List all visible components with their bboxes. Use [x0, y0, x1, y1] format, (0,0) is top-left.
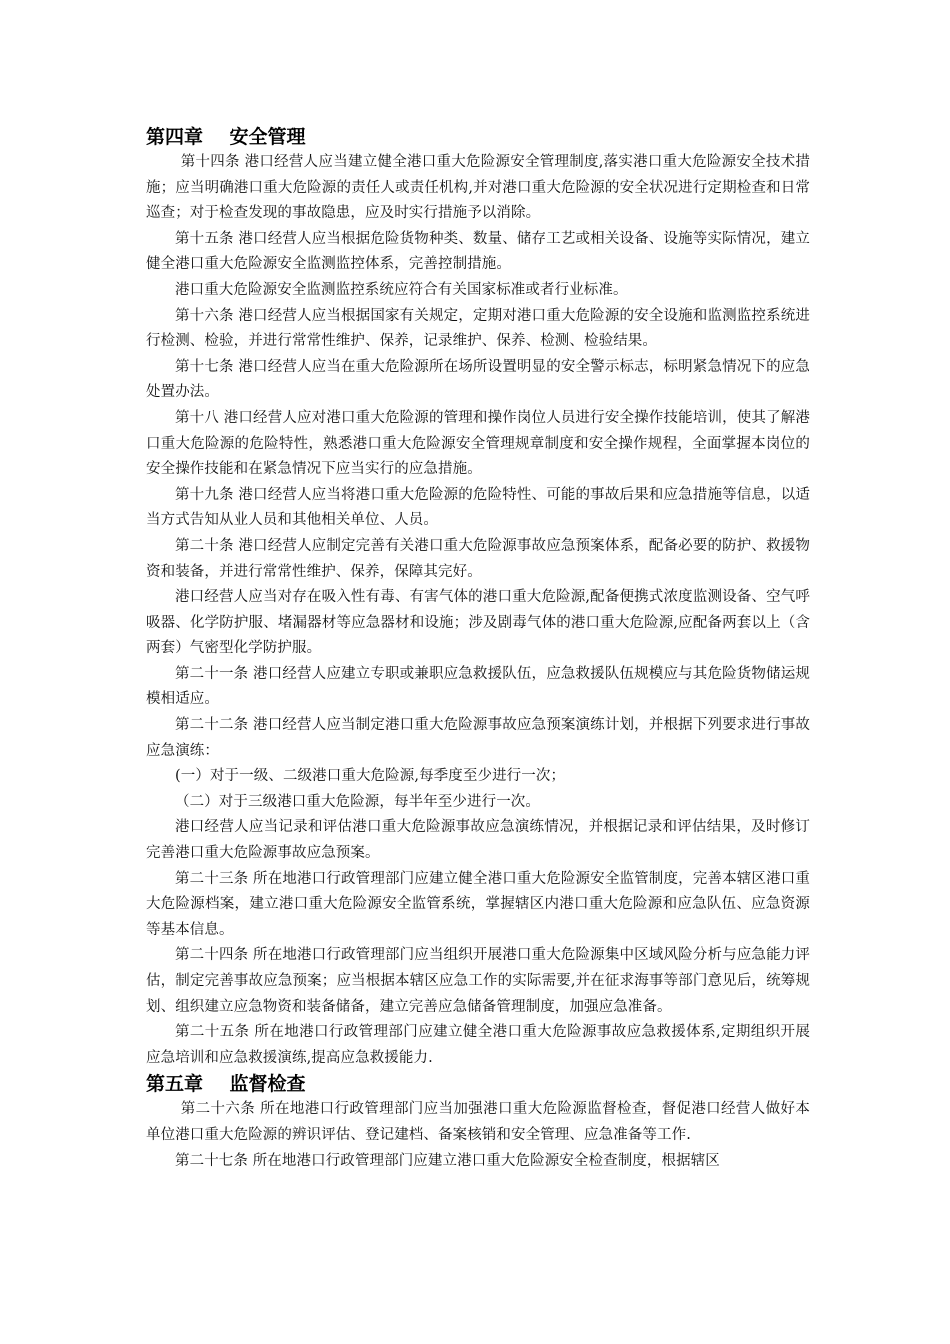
article-18: 第十八 港口经营人应对港口重大危险源的管理和操作岗位人员进行安全操作技能培训，使其了解港口重大危险源的危险特性，熟悉港口重大危险源安全管理规章制度和安全操作规程，全面掌握本岗位的安全操作技能和在紧急情况下应当实行的应急措施。 [146, 409, 810, 478]
document-body [146, 124, 810, 1174]
article-22-records: 港口经营人应当记录和评估港口重大危险源事故应急演练情况，并根据记录和评估结果，及时修订完善港口重大危险源事故应急预案。 [146, 819, 810, 862]
article-21: 第二十一条 港口经营人应建立专职或兼职应急救援队伍，应急救援队伍规模应与其危险货物储运规模相适应。 [146, 665, 810, 708]
article-17: 第十七条 港口经营人应当在重大危险源所在场所设置明显的安全警示标志，标明紧急情况下的应急处置办法。 [146, 358, 810, 401]
article-15-monitoring: 港口重大危险源安全监测监控系统应符合有关国家标准或者行业标准。 [175, 281, 628, 298]
article-23: 第二十三条 所在地港口行政管理部门应建立健全港口重大危险源安全监管制度，完善本辖区港口重大危险源档案，建立港口重大危险源安全监管系统，掌握辖区内港口重大危险源和应急队伍、应急资源等基本信息。 [146, 870, 810, 938]
article-22: 第二十二条 港口经营人应当制定港口重大危险源事故应急预案演练计划，并根据下列要求进行事故应急演练： [146, 717, 810, 759]
article-26: 第二十六条 所在地港口行政管理部门应当加强港口重大危险源监督检查，督促港口经营人做好本单位港口重大危险源的辨识评估、登记建档、备案核销和安全管理、应急准备等工作. [146, 1101, 810, 1143]
article-22-item-1: (一）对于一级、二级港口重大危险源,每季度至少进行一次； [175, 768, 566, 785]
article-22-item-2: （二）对于三级港口重大危险源，每半年至少进行一次。 [175, 793, 540, 810]
article-14: 第十四条 港口经营人应当建立健全港口重大危险源安全管理制度,落实港口重大危险源安全技术措施；应当明确港口重大危险源的责任人或责任机构,并对港口重大危险源的安全状况进行定期检查和日常巡查；对于检查发现的事故隐患，应及时实行措施予以消除。 [146, 154, 810, 222]
article-16: 第十六条 港口经营人应当根据国家有关规定，定期对港口重大危险源的安全设施和监测监控系统进行检测、检验，并进行常常性维护、保养，记录维护、保养、检测、检验结果。 [146, 307, 810, 350]
article-15: 第十五条 港口经营人应当根据危险货物种类、数量、储存工艺或相关设备、设施等实际情况，建立健全港口重大危险源安全监测监控体系，完善控制措施。 [146, 230, 810, 273]
article-20-equipment: 港口经营人应当对存在吸入性有毒、有害气体的港口重大危险源,配备便携式浓度监测设备、空气呼吸器、化学防护服、堵漏器材等应急器材和设施；涉及剧毒气体的港口重大危险源,应配备两套以上（含两套）气密型化学防护服。 [146, 589, 810, 657]
article-20: 第二十条 港口经营人应制定完善有关港口重大危险源事故应急预案体系，配备必要的防护、救援物资和装备，并进行常常性维护、保养，保障其完好。 [146, 537, 810, 580]
article-25: 第二十五条 所在地港口行政管理部门应建立健全港口重大危险源事故应急救援体系,定期组织开展应急培训和应急救援演练,提高应急救援能力. [146, 1024, 810, 1066]
chapter-four-heading: 第四章 安全管理 [146, 126, 306, 148]
article-27: 第二十七条 所在地港口行政管理部门应建立港口重大危险源安全检查制度，根据辖区 [175, 1152, 720, 1169]
chapter-five-heading: 第五章 监督检查 [146, 1073, 306, 1096]
article-19: 第十九条 港口经营人应当将港口重大危险源的危险特性、可能的事故后果和应急措施等信息，以适当方式告知从业人员和其他相关单位、人员。 [146, 486, 810, 529]
article-24: 第二十四条 所在地港口行政管理部门应当组织开展港口重大危险源集中区域风险分析与应急能力评估，制定完善事故应急预案；应当根据本辖区应急工作的实际需要,并在征求海事等部门意见后，统筹规划、组织建立应急物资和装备储备，建立完善应急储备管理制度，加强应急准备。 [146, 947, 810, 1015]
